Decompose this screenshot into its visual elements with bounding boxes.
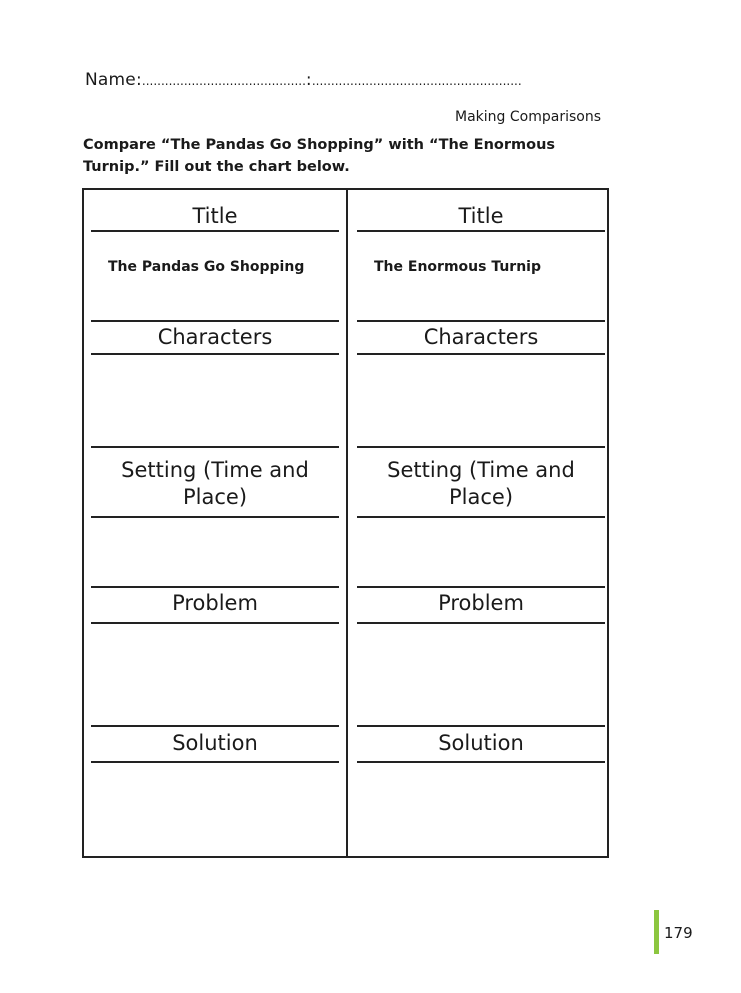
page-number: 179 xyxy=(664,924,693,942)
rule xyxy=(357,725,605,727)
rule xyxy=(91,446,339,448)
page-subtitle: Making Comparisons xyxy=(455,109,601,125)
page-accent-bar xyxy=(654,910,659,954)
name-label: Name: xyxy=(85,70,142,90)
column-divider xyxy=(346,190,348,856)
title-answer[interactable]: The Enormous Turnip xyxy=(374,259,541,275)
rule xyxy=(357,586,605,588)
characters-heading: Characters xyxy=(157,325,273,349)
name-separator: : xyxy=(305,70,312,90)
problem-heading: Problem xyxy=(438,591,524,615)
instructions: Compare “The Pandas Go Shopping” with “The Enormous Turnip.” Fill out the chart below. xyxy=(83,137,556,175)
title-heading: Title xyxy=(458,204,504,228)
rule xyxy=(91,725,339,727)
setting-heading-line-1: Setting (Time and xyxy=(387,458,575,482)
rule xyxy=(357,761,605,763)
rule xyxy=(357,516,605,518)
rule xyxy=(357,446,605,448)
chart-column-right xyxy=(357,190,605,856)
name-line xyxy=(85,70,522,90)
rule xyxy=(91,320,339,322)
setting-heading-line-1: Setting (Time and xyxy=(121,458,309,482)
rule xyxy=(357,320,605,322)
name-dots-1[interactable]: ........................................... xyxy=(141,74,306,88)
chart-column-left xyxy=(91,190,339,856)
title-heading: Title xyxy=(192,204,238,228)
rule xyxy=(91,586,339,588)
solution-heading: Solution xyxy=(172,731,258,755)
rule xyxy=(357,353,605,355)
setting-heading-line-2: Place) xyxy=(448,485,514,509)
problem-heading: Problem xyxy=(172,591,258,615)
rule xyxy=(357,622,605,624)
title-answer[interactable]: The Pandas Go Shopping xyxy=(108,259,305,275)
rule xyxy=(357,230,605,232)
rule xyxy=(91,230,339,232)
setting-heading-line-2: Place) xyxy=(182,485,248,509)
solution-heading: Solution xyxy=(438,731,524,755)
rule xyxy=(91,353,339,355)
name-dots-2[interactable]: ....................................................... xyxy=(311,74,522,88)
comparison-chart xyxy=(82,188,609,858)
rule xyxy=(91,761,339,763)
characters-heading: Characters xyxy=(423,325,539,349)
rule xyxy=(91,622,339,624)
rule xyxy=(91,516,339,518)
